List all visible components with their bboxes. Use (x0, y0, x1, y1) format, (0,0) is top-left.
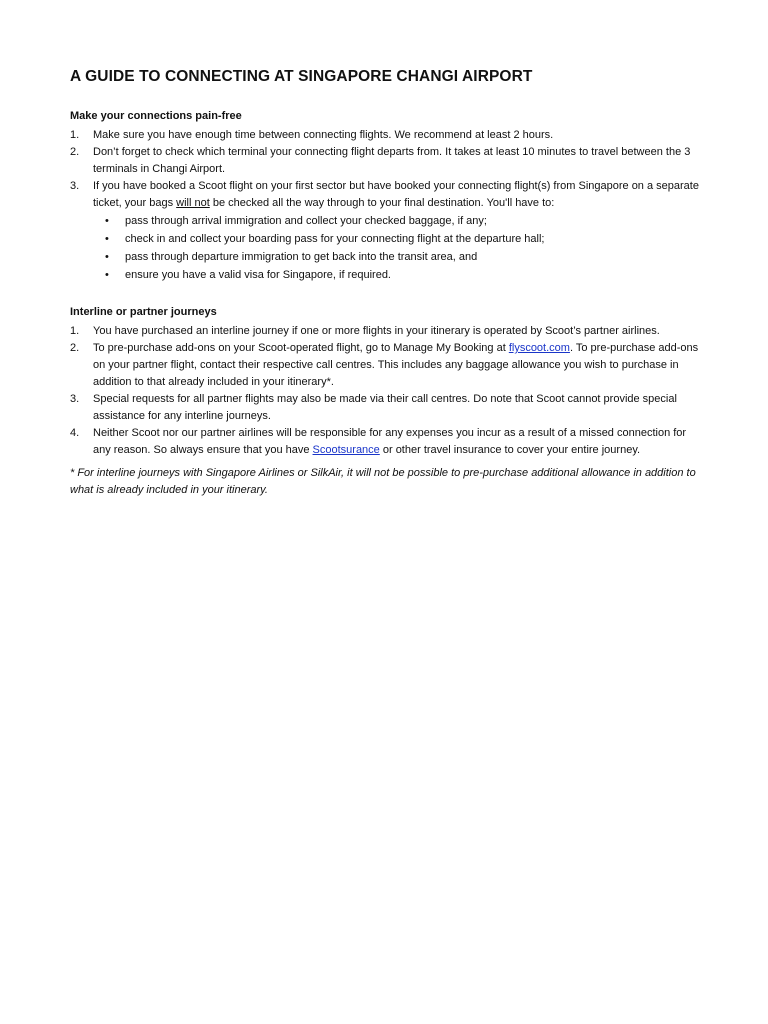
bullet-icon: • (105, 251, 109, 263)
bullet-item (93, 266, 700, 284)
list-number: 1. (70, 325, 80, 337)
list-item-text-end: be checked all the way through to your final destination. You'll have to: (209, 197, 555, 209)
list-number: 1. (70, 129, 80, 141)
list-number: 4. (70, 427, 80, 439)
list-item (70, 425, 700, 459)
list-item (70, 340, 700, 391)
list-number: 2. (70, 146, 80, 158)
interline-list (70, 323, 700, 459)
list-item (70, 391, 700, 425)
bullet-item (93, 230, 700, 248)
list-item-text: Don’t forget to check which terminal your connecting flight departs from. It takes at least 10 minutes to travel between the 3 terminals in Changi Airport. (93, 146, 691, 175)
document-page (70, 66, 700, 499)
bullet-icon: • (105, 269, 109, 281)
list-number: 3. (70, 393, 80, 405)
section-heading-interline: Interline or partner journeys (70, 306, 217, 318)
bullet-text: pass through arrival immigration and collect your checked baggage, if any; (125, 215, 487, 227)
bullet-text: check in and collect your boarding pass for your connecting flight at the departure hall; (125, 233, 545, 245)
page-title: A GUIDE TO CONNECTING AT SINGAPORE CHANGI AIRPORT (70, 68, 533, 85)
list-item-text: Make sure you have enough time between connecting flights. We recommend at least 2 hours. (93, 129, 554, 141)
connections-list (70, 127, 700, 284)
bullet-item (93, 212, 700, 230)
bullet-text: pass through departure immigration to get back into the transit area, and (125, 251, 478, 263)
list-item-text-start: To pre-purchase add-ons on your Scoot-operated flight, go to Manage My Booking at (93, 342, 509, 354)
bullet-list (93, 212, 700, 284)
list-item (70, 144, 700, 178)
list-number: 2. (70, 342, 80, 354)
bullet-icon: • (105, 215, 109, 227)
list-item-text-end: . To pre-purchase add-ons on your partner flight, contact their respective call centres. This includes any baggage allowance you wish to purchase in addition to that already included in your itinerary*. (93, 342, 699, 388)
list-item (70, 323, 700, 340)
list-number: 3. (70, 180, 80, 192)
list-item (70, 178, 700, 284)
list-item-text: Special requests for all partner flights may also be made via their call centres. Do note that Scoot cannot provide special assistance for any interline journeys. (93, 393, 677, 422)
list-item-text-start: Neither Scoot nor our partner airlines will be responsible for any expenses you incur as a result of a missed connection for any reason. So always ensure that you have (93, 427, 687, 456)
scootsurance-link[interactable]: Scootsurance (312, 444, 380, 456)
list-item-text-end: or other travel insurance to cover your entire journey. (379, 444, 641, 456)
section-heading-connections: Make your connections pain-free (70, 110, 242, 122)
flyscoot-link[interactable]: flyscoot.com (508, 342, 570, 354)
list-item-text-start: If you have booked a Scoot flight on your first sector but have booked your connecting flight(s) from Singapore on a separate ticket, your bags (93, 180, 699, 209)
underlined-text: will not (176, 197, 210, 209)
bullet-text: ensure you have a valid visa for Singapore, if required. (125, 269, 391, 281)
bullet-icon: • (105, 233, 109, 245)
list-item-text: You have purchased an interline journey if one or more flights in your itinerary is operated by Scoot’s partner airlines. (93, 325, 660, 337)
list-item (70, 127, 700, 144)
bullet-item (93, 248, 700, 266)
footnote: * For interline journeys with Singapore Airlines or SilkAir, it will not be possible to pre-purchase additional allowance in addition to what is already included in your itinerary. (70, 467, 696, 496)
